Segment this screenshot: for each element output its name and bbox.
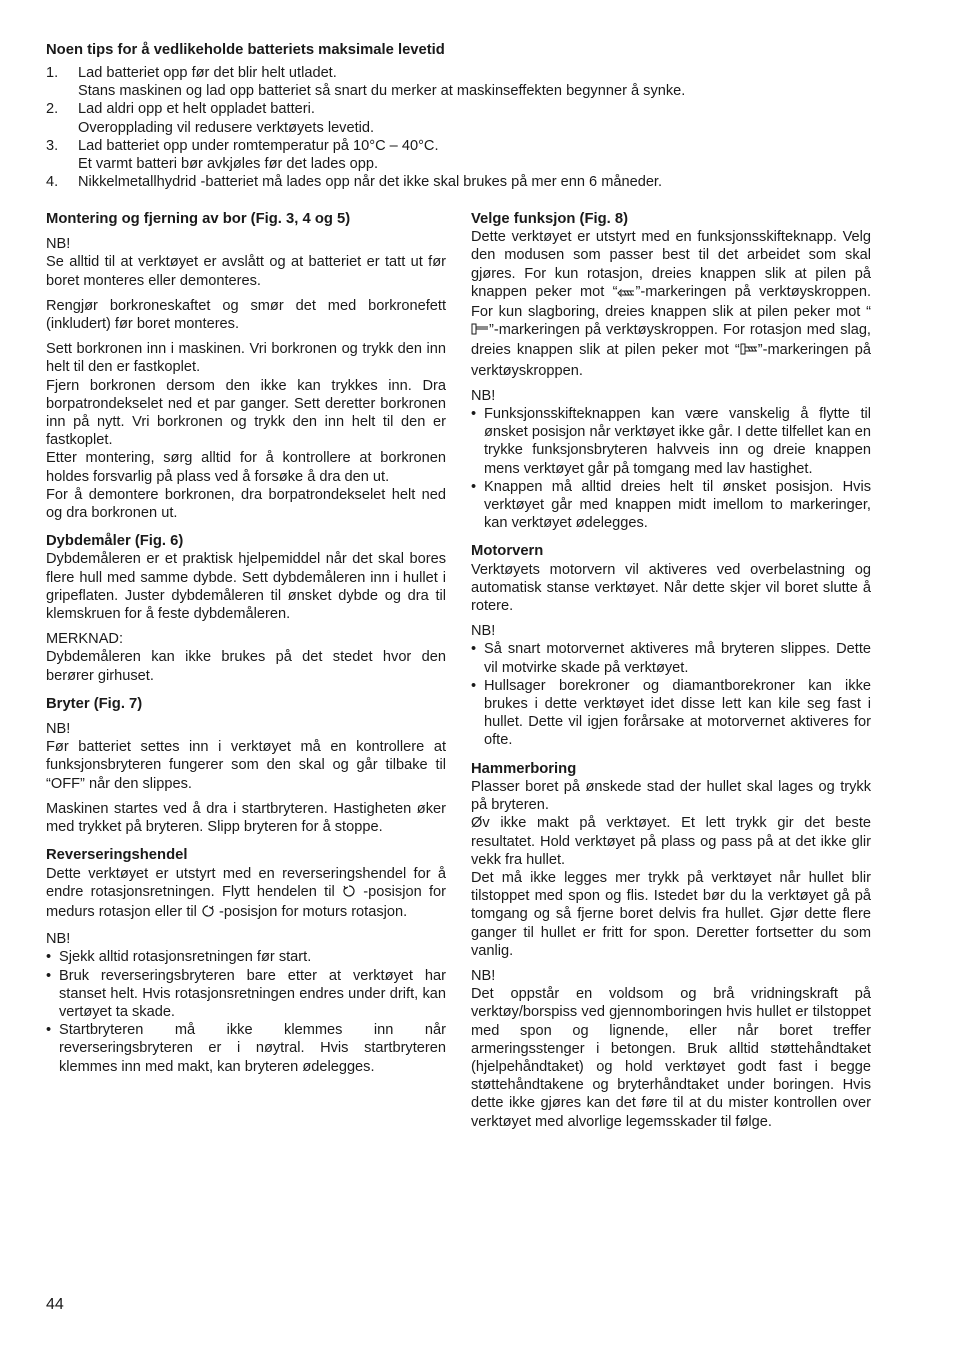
paragraph: Før batteriet settes inn i verktøyet må en kontrollere at funksjonsbryteren fungerer som den skal og går tilbake til “OFF” når den slippes. [46, 739, 446, 792]
section-heading: Dybdemåler (Fig. 6) [46, 533, 184, 550]
list-item: • Startbryteren må ikke klemmes inn når reverseringsbryteren er i nøytral. Hvis startbryteren klemmes inn med makt, kan bryteren ødelegges. [46, 1022, 446, 1075]
paragraph [471, 228, 871, 380]
paragraph: Sett borkronen inn i maskinen. Vri borkronen og trykk den inn helt til den er fastkoplet. [46, 341, 446, 376]
list-item [46, 137, 906, 173]
tip-text: Overopplading vil redusere verktøyets levetid. [78, 119, 375, 136]
motorvern-section [471, 542, 871, 749]
nb-label: NB! [46, 931, 71, 948]
paragraph: For å demontere borkronen, dra borpatrondekselet helt ned og dra borkronen ut. [46, 486, 446, 522]
paragraph: Maskinen startes ved å dra i startbryteren. Hastigheten øker med trykket på bryteren. Slipp bryteren for å stoppe. [46, 800, 446, 836]
tip-text: Lad batteriet opp før det blir helt utladet. [78, 65, 337, 81]
paragraph [46, 865, 446, 924]
paragraph: Plasser boret på ønskede stad der hullet skal lages og trykk på bryteren. [471, 778, 871, 814]
drill-rotation-icon [617, 285, 635, 303]
paragraph: Det må ikke legges mer trykk på verktøyet når hullet blir tilstoppet med spon og flis. Istedet bør du la verktøyet gå på tomgang og så fjerne boret delvis fra hullet. Gjør dette flere ganger til hullet er fritt for spon. Deretter fortsetter du som vanlig. [471, 869, 871, 959]
bryter-section [46, 695, 446, 836]
paragraph: Øv ikke makt på verktøyet. Et lett trykk gir det beste resultatet. Hold verktøyet på plass og pass på at det ikke glir vekk fra hullet. [471, 815, 871, 868]
merknad-label: MERKNAD: [46, 631, 124, 648]
text-span: Dette verktøyet er utstyrt med en funksjonsskifteknapp. Velg den modusen som passer best til det arbeidet som skal gjøres. For kun rotasjon, dreies knappen slik at pilen på knappen peker mot “ [471, 229, 871, 300]
nb-label: NB! [471, 387, 496, 404]
tip-text: Nikkelmetallhydrid -batteriet må lades opp når det ikke skal brukes på mer enn 6 måneder. [78, 174, 663, 191]
list-item: • Hullsager borekroner og diamantborekroner kan ikke brukes i dette verktøyet idet disse lett kan kile seg fast i hullet. Dette vil igjen forårsake at motorvernet aktiveres for ofte. [471, 677, 871, 749]
paragraph: Fjern borkronen dersom den ikke kan trykkes inn. Dra borpatrondekselet ned et par ganger. Sett deretter borkronen inn på nytt. Vri borkronen og trykk den inn helt til den er fastkoplet. [46, 377, 446, 449]
tips-list [46, 64, 906, 191]
paragraph: Dybdemåleren kan ikke brukes på det stedet hvor den berører girhuset. [46, 649, 446, 684]
bullet-text: Funksjonsskifteknappen kan være vanskelig å flytte til ønsket posisjon når verktøyet ikke går. I dette tilfellet kan en trykke funksjonsbryteren halvveis inn og dreie knappen mens verktøyet går på tomgang med lav hastighet. [484, 406, 871, 477]
paragraph: Etter montering, sørg alltid for å kontrollere at borkronen holdes forsvarlig på plass ved å forsøke å dra den ut. [46, 450, 446, 485]
tips-heading: Noen tips for å vedlikeholde batteriets maksimale levetid [46, 42, 445, 58]
left-column [46, 210, 446, 1086]
tip-number: 1. [46, 65, 59, 81]
paragraph: Verktøyets motorvern vil aktiveres ved overbelastning og automatisk stanse verktøyet. Når dette skjer vil boret slutte å rotere. [471, 561, 871, 615]
paragraph: Dybdemåleren er et praktisk hjelpemiddel når det skal bores flere hull med samme dybde. Sett dybdemåleren inn i hullet i gripeflaten. Juster dybdemåleren til ønsket dybde og dra til klemskruen for å feste dybdemåleren. [46, 551, 446, 623]
paragraph: Rengjør borkroneskaftet og smør det med borkronefett (inkludert) før boret monteres. [46, 297, 446, 333]
bullet-text: Bruk reverseringsbryteren bare etter at verktøyet har stanset helt. Hvis rotasjonsretningen endres under drift, kan vertøyet ta skade. [59, 967, 446, 1020]
hammer-drill-icon [740, 342, 758, 361]
nb-label: NB! [471, 967, 496, 984]
montering-section [46, 210, 446, 522]
section-heading: Hammerboring [471, 760, 577, 777]
tip-number: 2. [46, 101, 59, 118]
reversering-section [46, 846, 446, 1075]
bullet-text: Hullsager borekroner og diamantborekroner kan ikke brukes i dette verktøyet idet disse lett kan kile seg fast i hullet. Dette vil igjen forårsake at motorvernet aktiveres for ofte. [484, 677, 871, 749]
text-span: ”-markeringen på verktøyskroppen. [471, 342, 871, 379]
dybdemaler-section [46, 532, 446, 685]
list-item: • Bruk reverseringsbryteren bare etter at verktøyet har stanset helt. Hvis rotasjonsretningen endres under drift, kan vertøyet ta skade. [46, 967, 446, 1020]
bullet-list [46, 948, 446, 1075]
rotate-counterclockwise-icon [201, 904, 215, 923]
battery-tips-section [46, 41, 906, 191]
text-span: Dette verktøyet er utstyrt med en reverseringshendel for å endre rotasjonsretningen. Flytt hendelen til [46, 865, 446, 900]
list-item: • Sjekk alltid rotasjonsretningen før start. [46, 948, 446, 966]
text-span: -posisjon for medurs rotasjon eller til [46, 883, 446, 920]
list-item: • Knappen må alltid dreies helt til ønsket posisjon. Hvis verktøyet går med knappen midt imellom to markeringer, kan verktøyet ødelegges. [471, 478, 871, 532]
hammerboring-section [471, 760, 871, 1131]
bullet-text: Så snart motorvernet aktiveres må bryteren slippes. Dette vil motvirke skade på verktøyet. [484, 641, 871, 676]
bullet-list [471, 405, 871, 532]
section-heading: Montering og fjerning av bor (Fig. 3, 4 og 5) [46, 211, 351, 227]
paragraph: Det oppstår en voldsom og brå vridningskraft på verktøy/borspiss ved gjennomboringen hvis hullet er tilstoppet med spon og lignende, eller når boret treffer armeringsstenger i betongen. Bruk alltid støttehåndtaket (hjelpehåndtaket) og hold verktøyet godt fast i begge støttehåndtakene og bryterhåndtaket under boringen. Hvis dette ikke gjøres kan det føre til at du mister kontrollen over verktøyet med alvorlige legemsskader til følge. [471, 986, 871, 1130]
tip-number: 4. [46, 174, 59, 191]
tip-text: Stans maskinen og lad opp batteriet så snart du merker at maskinseffekten begynner å synke. [78, 83, 686, 100]
list-item [46, 64, 906, 100]
page-number: 44 [46, 1296, 64, 1313]
list-item: • Så snart motorvernet aktiveres må bryteren slippes. Dette vil motvirke skade på verktøyet. [471, 641, 871, 676]
right-column [471, 210, 871, 1141]
text-span: ”-markeringen på verktøyskroppen. For rotasjon med slag, dreies knappen slik at pilen peker mot “ [471, 322, 871, 359]
nb-label: NB! [46, 721, 71, 738]
hammer-icon [471, 322, 489, 341]
bullet-list [471, 640, 871, 749]
tip-text: Lad batteriet opp under romtemperatur på 10°C – 40°C. [78, 137, 439, 154]
text-span: ”-markeringen på verktøyskroppen. For kun slagboring, dreies knappen slik at pilen peker mot “ [471, 283, 871, 321]
text-span: -posisjon for moturs rotasjon. [219, 903, 408, 920]
section-heading: Velge funksjon (Fig. 8) [471, 211, 629, 227]
nb-label: NB! [471, 623, 496, 640]
bullet-text: Knappen må alltid dreies helt til ønsket posisjon. Hvis verktøyet går med knappen midt imellom to markeringer, kan verktøyet ødelegges. [484, 478, 871, 532]
bullet-text: Startbryteren må ikke klemmes inn når reverseringsbryteren er i nøytral. Hvis startbryteren klemmes inn med makt, kan bryteren ødelegges. [59, 1022, 446, 1075]
paragraph: Se alltid til at verktøyet er avslått og at batteriet er tatt ut før boret monteres eller demonteres. [46, 254, 446, 289]
tip-number: 3. [46, 137, 59, 154]
list-item: • Funksjonsskifteknappen kan være vanskelig å flytte til ønsket posisjon når verktøyet ikke går. I dette tilfellet kan en trykke funksjonsbryteren halvveis inn og dreie knappen mens verktøyet går på tomgang med lav hastighet. [471, 406, 871, 477]
section-heading: Reverseringshendel [46, 847, 188, 864]
velge-funksjon-section [471, 210, 871, 532]
list-item [46, 173, 906, 191]
tip-text: Lad aldri opp et helt oppladet batteri. [78, 101, 315, 118]
bullet-text: Sjekk alltid rotasjonsretningen før start. [59, 949, 312, 966]
tip-text: Et varmt batteri bør avkjøles før det lades opp. [78, 156, 379, 173]
section-heading: Motorvern [471, 543, 544, 560]
rotate-clockwise-icon [342, 884, 356, 903]
list-item [46, 100, 906, 136]
nb-label: NB! [46, 236, 71, 253]
section-heading: Bryter (Fig. 7) [46, 695, 143, 712]
